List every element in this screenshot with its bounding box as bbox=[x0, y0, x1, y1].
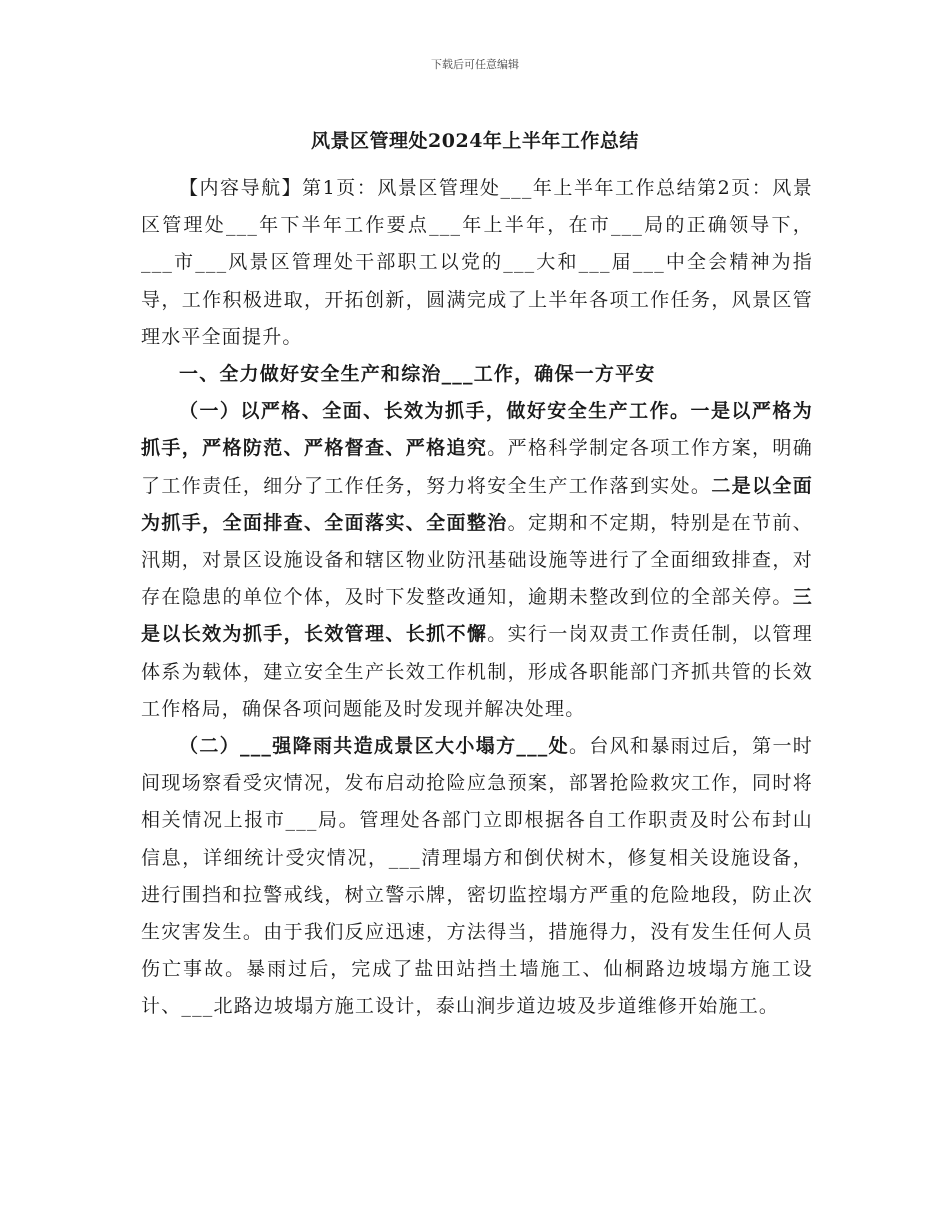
subsection-2-paragraph bbox=[141, 728, 813, 1026]
subsection-1-point-2: 二是以全面为抓手，全面排查、全面落实、全面整治 bbox=[141, 474, 813, 534]
subsection-1-text-2: 。定期和不定期，特别是在节前、汛期，对景区设施设备和辖区物业防汛基础设施等进行了全面细致排查，对存在隐患的单位个体，及时下发整改通知，逾期未整改到位的全部关停。 bbox=[141, 511, 813, 609]
document-body bbox=[141, 170, 813, 1026]
subsection-1-point-3: 三是以长效为抓手，长效管理、长抓不懈 bbox=[141, 586, 813, 646]
header-note: 下载后可任意编辑 bbox=[431, 58, 519, 71]
subsection-1-lead: （一）以严格、全面、长效为抓手，做好安全生产工作。一是以严格为抓手，严格防范、严格督查、严格追究 bbox=[141, 400, 813, 460]
subsection-2-lead: （二）___强降雨共造成景区大小塌方___处 bbox=[179, 735, 569, 758]
subsection-1-text-3: 。实行一岗双责工作责任制，以管理体系为载体，建立安全生产长效工作机制，形成各职能部门齐抓共管的长效工作格局，确保各项问题能及时发现并解决处理。 bbox=[141, 623, 813, 720]
intro-paragraph: 【内容导航】第1页：风景区管理处___年上半年工作总结第2页：风景区管理处___年下半年工作要点___年上半年，在市___局的正确领导下，___市___风景区管理处干部职工以党的___大和___届___中全会精神为指导，工作积极进取，开拓创新，圆满完成了上半年各项工作任务，风景区管理水平全面提升。 bbox=[141, 177, 813, 348]
document-title: 风景区管理处2024年上半年工作总结 bbox=[311, 130, 639, 152]
section-1-heading: 一、全力做好安全生产和综治___工作，确保一方平安 bbox=[179, 363, 656, 386]
subsection-1-paragraph bbox=[141, 393, 813, 728]
subsection-1-text-1: 。严格科学制定各项工作方案，明确了工作责任，细分了工作任务，努力将安全生产工作落到实处。 bbox=[141, 437, 813, 497]
subsection-2-text: 。台风和暴雨过后，第一时间现场察看受灾情况，发布启动抢险应急预案，部署抢险救灾工作，同时将相关情况上报市___局。管理处各部门立即根据各自工作职责及时公布封山信息，详细统计受灾情况，___清理塌方和倒伏树木，修复相关设施设备，进行围挡和拉警戒线，树立警示牌，密切监控塌方严重的危险地段，防止次生灾害发生。由于我们反应迅速，方法得当，措施得力，没有发生任何人员伤亡事故。暴雨过后，完成了盐田站挡土墙施工、仙桐路边坡塌方施工设计、___北路边坡塌方施工设计，泰山涧步道边坡及步道维修开始施工。 bbox=[141, 735, 813, 1018]
